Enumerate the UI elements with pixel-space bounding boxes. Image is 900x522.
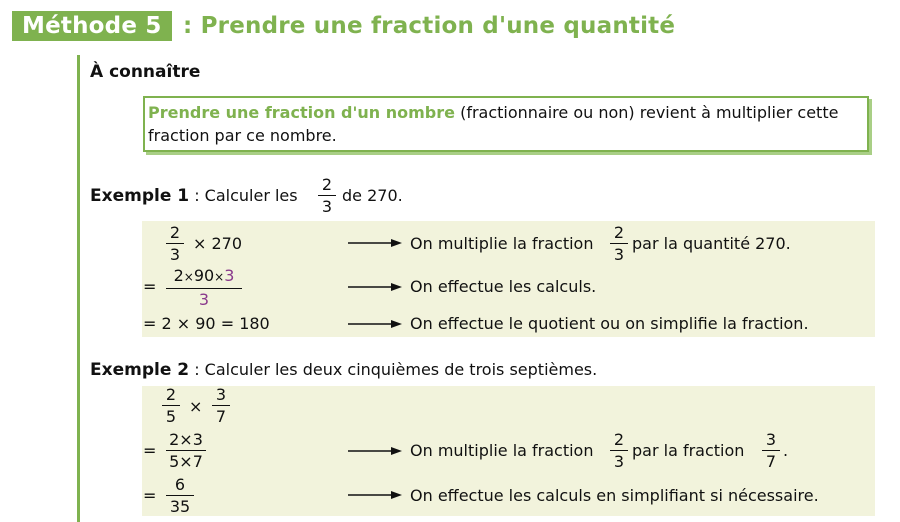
example1-row3-expr: = 2 × 90 = 180: [143, 314, 270, 333]
times-sign: ×: [214, 270, 225, 284]
arrow-right-icon: [348, 318, 402, 330]
fraction-denominator: 3: [169, 245, 181, 264]
fraction-numerator: 3: [215, 385, 227, 404]
arrow-right-icon: [348, 281, 402, 293]
example1-row1-fraction: [166, 223, 184, 264]
example2-row1-times: ×: [189, 397, 203, 416]
num-c-cancel: 3: [224, 266, 235, 285]
example2-row2-explain-mid: par la fraction: [632, 441, 745, 460]
example2-row3-explain: On effectue les calculs en simplifiant si nécessaire.: [410, 486, 819, 505]
example2-text: : Calculer les deux cinquièmes de trois septièmes.: [189, 360, 598, 379]
fraction-denominator: 7: [765, 452, 777, 471]
definition-text: [148, 101, 866, 147]
example2-row1-fraction2: [212, 385, 230, 426]
left-rule: [77, 55, 80, 522]
fraction-denominator: 3: [321, 197, 333, 216]
fraction-denominator: 5: [165, 407, 177, 426]
page-title: : Prendre une fraction d'une quantité: [183, 13, 676, 39]
example1-row1-explain-fraction: [610, 223, 628, 264]
fraction-denominator: 7: [215, 407, 227, 426]
fraction-numerator: [166, 266, 242, 287]
fraction-denominator: 3: [198, 290, 210, 309]
example1-title-fraction: [318, 175, 336, 216]
example2-row3-fraction: [166, 475, 194, 516]
example1-title: [90, 186, 298, 206]
fraction-numerator: 2: [165, 385, 177, 404]
fraction-numerator: 2: [613, 430, 625, 449]
fraction-denominator: 35: [169, 497, 191, 516]
example1-row1-explain-pre: On multiplie la fraction: [410, 234, 594, 253]
example2-row2-explain-post: .: [783, 441, 789, 460]
example1-row2-explain: On effectue les calculs.: [410, 277, 597, 296]
example1-row1-times: × 270: [193, 234, 243, 253]
example1-suffix: de 270.: [342, 186, 403, 205]
example1-row2-equals: =: [143, 277, 157, 296]
times-sign: ×: [183, 270, 194, 284]
example2-row1-fraction1: [162, 385, 180, 426]
example2-row3-equals: =: [143, 486, 157, 505]
num-b: 90: [193, 266, 215, 285]
fraction-numerator: 6: [174, 475, 186, 494]
arrow-right-icon: [348, 445, 402, 457]
arrow-right-icon: [348, 489, 402, 501]
definition-line2: fraction par ce nombre.: [148, 126, 337, 145]
example2-row2-equals: =: [143, 441, 157, 460]
example2-row2-fraction: [166, 430, 206, 471]
method-badge: Méthode 5: [12, 11, 172, 41]
example1-row3-explain: On effectue le quotient ou on simplifie la fraction.: [410, 314, 809, 333]
fraction-denominator: 5×7: [169, 452, 203, 471]
example1-prefix: : Calculer les: [189, 186, 298, 205]
fraction-numerator: 2: [613, 223, 625, 242]
know-heading: À connaître: [90, 62, 201, 82]
example2-row2-explain-pre: On multiplie la fraction: [410, 441, 594, 460]
fraction-denominator: 3: [613, 452, 625, 471]
definition-box: [143, 96, 869, 152]
fraction-numerator: 2: [169, 223, 181, 242]
example1-row1-explain-post: par la quantité 270.: [632, 234, 791, 253]
definition-rest: (fractionnaire ou non) revient à multiplier cette: [455, 103, 839, 122]
arrow-right-icon: [348, 237, 402, 249]
fraction-numerator: 3: [765, 430, 777, 449]
fraction-numerator: 2×3: [169, 430, 203, 449]
example1-row2-fraction: [166, 266, 242, 309]
num-a: 2: [173, 266, 184, 285]
fraction-numerator: 2: [321, 175, 333, 194]
example1-label: Exemple 1: [90, 186, 190, 206]
example2-row2-explain-fraction1: [610, 430, 628, 471]
example2-row2-explain-fraction2: [762, 430, 780, 471]
fraction-denominator: 3: [613, 245, 625, 264]
example2-label: Exemple 2: [90, 360, 190, 380]
definition-bold: Prendre une fraction d'un nombre: [148, 103, 455, 122]
example2-title: [90, 360, 597, 380]
